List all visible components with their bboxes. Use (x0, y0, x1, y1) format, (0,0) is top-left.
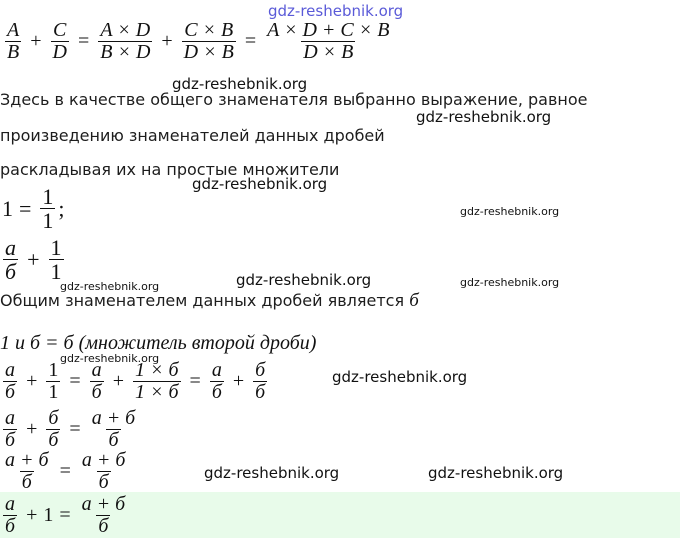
watermark: gdz-reshebnik.org (236, 271, 372, 289)
watermark: gdz-reshebnik.org (460, 276, 560, 289)
watermark: gdz-reshebnik.org (192, 175, 328, 193)
watermark: gdz-reshebnik.org (60, 352, 160, 365)
watermark: gdz-reshebnik.org (172, 75, 308, 93)
formula-multiplier-note: 1 и б = б (множитель второй дроби) (0, 332, 317, 354)
text-line-4: Общим знаменателем данных дробей является б (0, 290, 419, 311)
formula-general-sum: $\frac{A}{B}$ + $\frac{C}{D}$ = $\frac{A \times D}{B \times D}$ + $\frac{C \times B}{D \times B}$ = $\frac{A \times D + C \times B}{D \times B}$ (7, 19, 390, 63)
formula-answer: $\frac{а}{б}$ + 1 = $\frac{а + б}{б}$ (5, 493, 126, 537)
text-line-2: произведению знаменателей данных дробей (0, 126, 385, 145)
formula-result: $\frac{а + б}{б}$ = $\frac{а + б}{б}$ (5, 449, 126, 493)
watermark: gdz-reshebnik.org (416, 108, 552, 126)
text-line-1: Здесь в качестве общего знаменателя выбранно выражение, равное (0, 90, 588, 109)
watermark: gdz-reshebnik.org (332, 368, 468, 386)
watermark: gdz-reshebnik.org (204, 464, 340, 482)
text-line-3: раскладывая их на простые множители (0, 160, 340, 179)
watermark: gdz-reshebnik.org (460, 205, 560, 218)
formula-common-denominator: $\frac{а}{б}$ + $\frac{1}{1}$ = $\frac{а}{б}$ + $\frac{1 \times б}{1 \times б}$ = $\frac{а}{б}$ + $\frac{б}{б}$ (5, 359, 266, 403)
watermark: gdz-reshebnik.org (60, 280, 160, 293)
formula-one-as-fraction: 1 = $\frac{1}{1}$ ; (2, 184, 65, 234)
formula-combine: $\frac{а}{б}$ + $\frac{б}{б}$ = $\frac{а + б}{б}$ (5, 407, 136, 451)
watermark: gdz-reshebnik.org (428, 464, 564, 482)
watermark-top: gdz-reshebnik.org (268, 2, 404, 20)
formula-sum-of-fractions: $\frac{а}{б}$ + $\frac{1}{1}$ (5, 235, 62, 285)
